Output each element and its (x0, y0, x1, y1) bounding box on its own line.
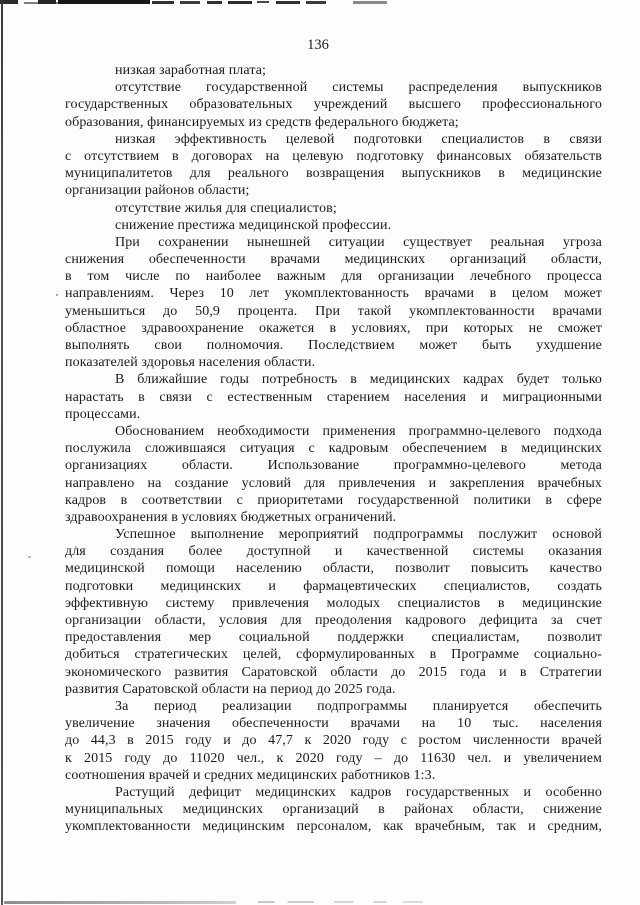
text-line: для создания более доступной и качественной системы оказания (65, 544, 602, 560)
paragraph (65, 62, 602, 79)
text-line: организациях области. Использование программно-целевого метода (65, 458, 602, 474)
document-body (65, 62, 602, 835)
text-line: экономического развития Саратовской области до 2015 года и в Стратегии (65, 664, 602, 680)
paragraph (65, 784, 602, 836)
text-line: Растущий дефицит медицинских кадров государственных и особенно (115, 784, 602, 800)
text-line: медицинской помощи населению области, позволит повысить качество (65, 561, 602, 577)
text-line: эффективную систему привлечения молодых специалистов в медицинские (65, 595, 602, 611)
text-line: муниципальных медицинских организаций в районах области, снижение (65, 802, 602, 818)
text-line: отсутствие жилья для специалистов; (115, 200, 337, 216)
text-line: организации области, условия для преодоления кадрового дефицита за счет (65, 613, 602, 628)
paragraph (65, 131, 602, 200)
page-number: 136 (307, 37, 329, 53)
text-line: подготовки медицинских и фармацевтических специалистов, создать (65, 578, 602, 594)
text-line: до 44,3 в 2015 году и до 47,7 к 2020 году с ростом численности врачей (65, 733, 602, 749)
text-line: организации районов области; (65, 183, 250, 199)
paragraph (65, 234, 602, 372)
text-line: развития Саратовской области на период до 2025 года. (65, 681, 396, 697)
scan-speck (56, 294, 58, 296)
text-line: выполнять свои полномочия. Последствием может быть ухудшение (65, 338, 602, 353)
text-line: показателей здоровья населения области. (65, 355, 316, 371)
paragraph (65, 217, 602, 234)
paragraph (65, 423, 602, 526)
text-line: В ближайшие годы потребность в медицинских кадрах будет только (115, 372, 602, 388)
scan-artifact-left-edge (1, 0, 3, 905)
text-line: низкая эффективность целевой подготовки специалистов в связи (115, 131, 602, 147)
scan-artifact-bottom-smudge (4, 901, 236, 904)
text-line: уменьшиться до 50,9 процента. При такой укомплектованности врачами (65, 303, 602, 319)
text-line: снижения обеспеченности врачами медицинских организаций области, (65, 252, 602, 268)
text-line: добиться стратегических целей, сформулированных в Программе социально- (65, 647, 602, 663)
text-line: областное здравоохранение окажется в условиях, при которых не сможет (65, 320, 602, 336)
text-line: образования, финансируемых из средств федерального бюджета; (65, 114, 459, 130)
text-line: послужила сложившаяся ситуация с кадровым обеспечением в медицинских (65, 441, 602, 457)
text-line: отсутствие государственной системы распределения выпускников (115, 80, 602, 96)
text-line: нарастать в связи с естественным старением населения и миграционными (65, 389, 602, 405)
paragraph (65, 526, 602, 698)
text-line: муниципалитетов для реального возвращения выпускников в медицинские (65, 166, 602, 182)
text-line: в том числе по наиболее важным для организации лечебного процесса (65, 269, 602, 285)
text-line: Обоснованием необходимости применения программно-целевого подхода (115, 423, 602, 439)
scan-artifact-bottom-smudge (258, 901, 423, 903)
text-line: направлениям. Через 10 лет укомплектованность врачами в целом может (65, 286, 602, 302)
paragraph (65, 200, 602, 217)
text-line: государственных образовательных учреждений высшего профессионального (65, 97, 602, 113)
text-line: предоставления мер социальной поддержки специалистам, позволит (65, 630, 602, 646)
text-line: увеличение значения обеспеченности врачами на 10 тыс. населения (65, 716, 602, 732)
scan-speck (28, 556, 31, 558)
text-line: При сохранении нынешней ситуации существует реальная угроза (115, 234, 602, 250)
text-line: с отсутствием в договорах на целевую подготовку финансовых обязательств (65, 148, 602, 164)
paragraph (65, 371, 602, 423)
text-line: низкая заработная плата; (115, 63, 267, 78)
text-line: процессами. (65, 406, 141, 422)
text-line: кадров в соответствии с приоритетами государственной политики в сфере (65, 492, 602, 508)
text-line: соотношения врачей и средних медицинских работников 1:3. (65, 767, 436, 783)
text-line: Успешное выполнение мероприятий подпрограммы послужит основой (115, 527, 602, 543)
text-line: направлено на создание условий для привлечения и закрепления врачебных (65, 475, 602, 491)
paragraph (65, 79, 602, 131)
text-line: За период реализации подпрограммы планируется обеспечить (115, 698, 602, 714)
text-line: снижение престижа медицинской профессии. (115, 217, 392, 233)
paragraph (65, 698, 602, 784)
text-line: укомплектованности медицинским персоналом, как врачебным, так и средним, (65, 819, 602, 835)
text-line: здравоохранения в условиях бюджетных ограничений. (65, 509, 397, 525)
text-line: к 2015 году до 11020 чел., к 2020 году – до 11630 чел. и увеличением (65, 750, 602, 766)
